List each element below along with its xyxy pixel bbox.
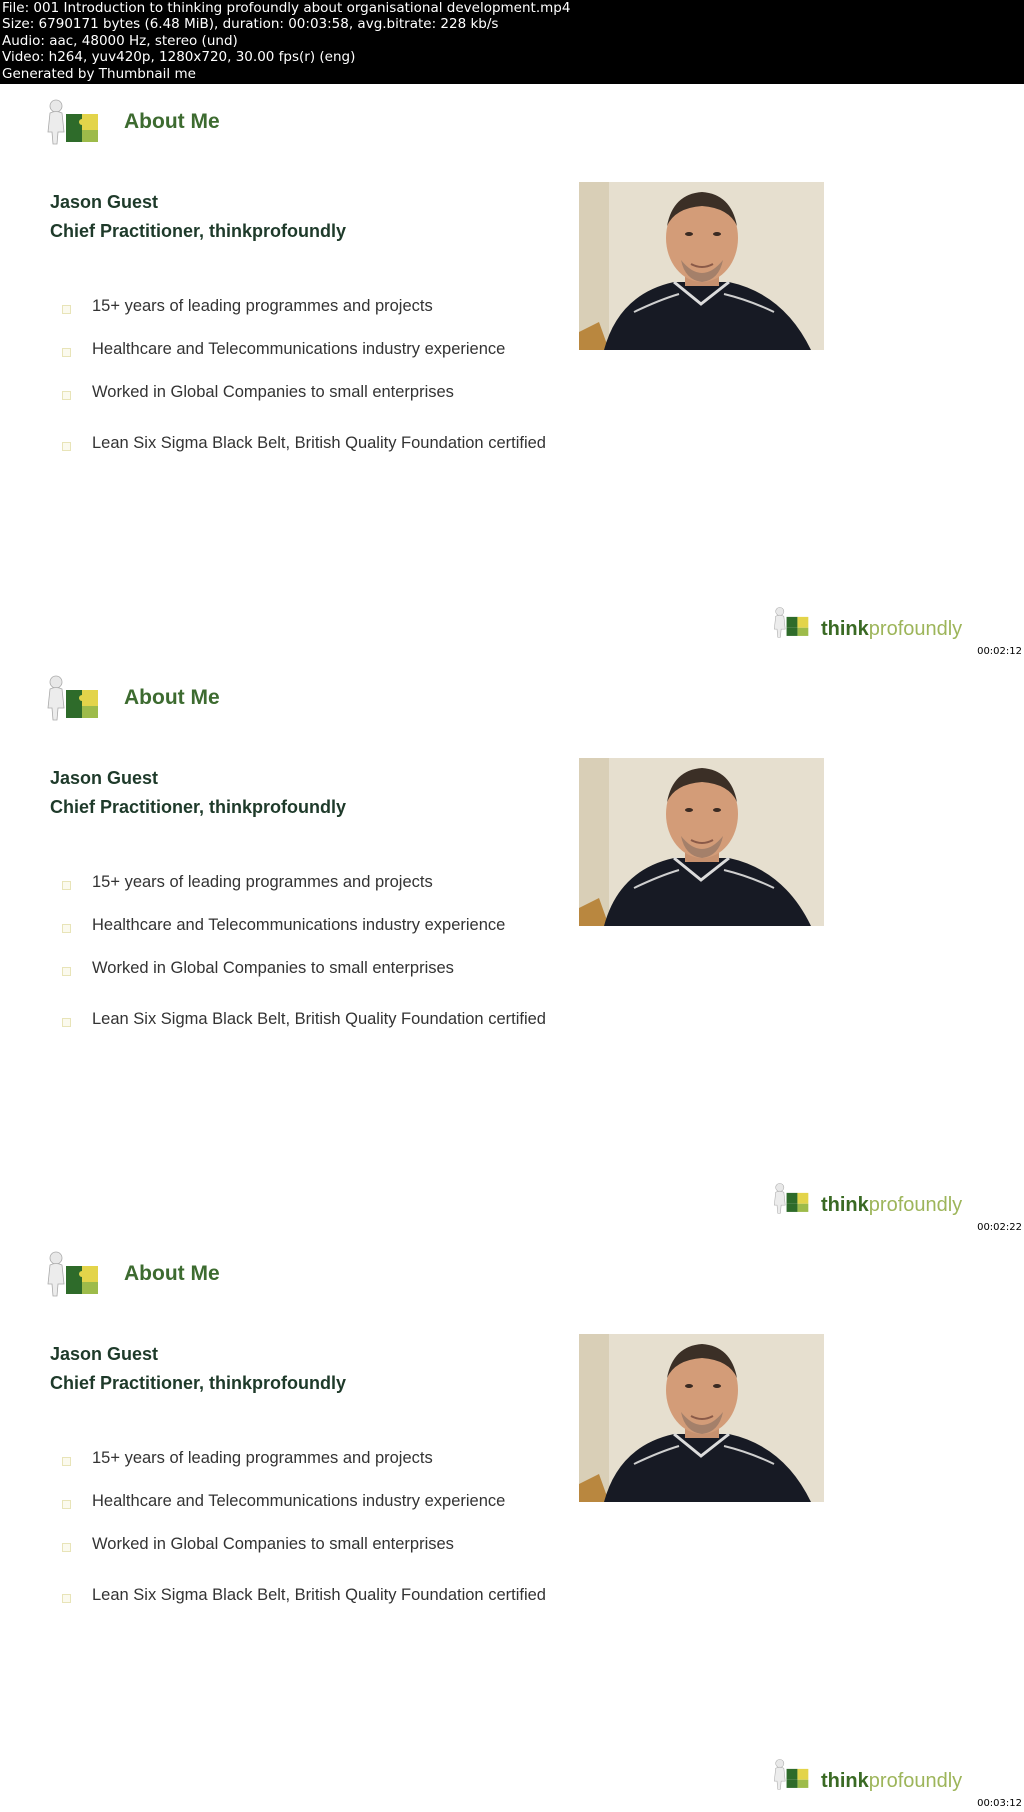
brand-think: think <box>821 1770 869 1792</box>
presenter-photo <box>579 758 824 926</box>
puzzle-figure-icon <box>44 674 104 724</box>
puzzle-figure-logo-icon <box>770 1182 814 1216</box>
file-size-line: Size: 6790171 bytes (6.48 MiB), duration: 00:03:58, avg.bitrate: 228 kb/s <box>2 16 499 33</box>
bullet-marker <box>62 1457 71 1466</box>
video-frame <box>0 84 1024 660</box>
bullet-text: Lean Six Sigma Black Belt, British Quality Foundation certified <box>92 1586 546 1604</box>
presenter-role: Chief Practitioner, thinkprofoundly <box>50 221 347 241</box>
presenter-name: Jason Guest <box>50 768 159 788</box>
brand-profoundly: profoundly <box>868 618 963 640</box>
frame-timestamp: 00:02:12 <box>977 646 1022 657</box>
presenter-role: Chief Practitioner, thinkprofoundly <box>50 797 347 817</box>
bullet-marker <box>62 1543 71 1552</box>
video-frame <box>0 1236 1024 1812</box>
bullet-text: Worked in Global Companies to small enterprises <box>92 383 454 401</box>
bullet-text: Healthcare and Telecommunications industry experience <box>92 916 506 934</box>
bullet-marker <box>62 1594 71 1603</box>
bullet-marker <box>62 348 71 357</box>
puzzle-figure-logo-icon <box>770 1758 814 1792</box>
brand-think: think <box>821 1194 869 1216</box>
presenter-photo <box>579 182 824 350</box>
bullet-text: Healthcare and Telecommunications industry experience <box>92 1492 506 1510</box>
brand-wordmark <box>821 1194 962 1217</box>
presenter-name: Jason Guest <box>50 192 159 212</box>
bullet-marker <box>62 967 71 976</box>
file-name-line: File: 001 Introduction to thinking profoundly about organisational development.mp4 <box>2 0 571 16</box>
video-frame <box>0 660 1024 1236</box>
brand-think: think <box>821 618 869 640</box>
puzzle-figure-icon <box>44 98 104 148</box>
slide-title: About Me <box>124 110 220 133</box>
presenter-role: Chief Practitioner, thinkprofoundly <box>50 1373 347 1393</box>
file-info-header <box>0 0 1024 84</box>
frame-timestamp: 00:03:12 <box>977 1798 1022 1809</box>
brand-profoundly: profoundly <box>868 1194 963 1216</box>
bullet-marker <box>62 391 71 400</box>
puzzle-figure-icon <box>44 1250 104 1300</box>
bullet-marker <box>62 924 71 933</box>
bullet-text: 15+ years of leading programmes and projects <box>92 1449 433 1467</box>
bullet-text: Worked in Global Companies to small enterprises <box>92 959 454 977</box>
brand-profoundly: profoundly <box>868 1770 963 1792</box>
bullet-marker <box>62 881 71 890</box>
generator-line: Generated by Thumbnail me <box>2 65 196 82</box>
audio-info-line: Audio: aac, 48000 Hz, stereo (und) <box>2 32 238 49</box>
bullet-marker <box>62 305 71 314</box>
brand-wordmark <box>821 618 962 641</box>
bullet-text: Lean Six Sigma Black Belt, British Quality Foundation certified <box>92 1010 546 1028</box>
bullet-marker <box>62 1018 71 1027</box>
slide-title: About Me <box>124 686 220 709</box>
brand-wordmark <box>821 1770 962 1793</box>
bullet-marker <box>62 1500 71 1509</box>
bullet-text: 15+ years of leading programmes and projects <box>92 297 433 315</box>
bullet-text: Lean Six Sigma Black Belt, British Quality Foundation certified <box>92 434 546 452</box>
puzzle-figure-logo-icon <box>770 606 814 640</box>
presenter-photo <box>579 1334 824 1502</box>
bullet-marker <box>62 442 71 451</box>
presenter-name: Jason Guest <box>50 1344 159 1364</box>
video-info-line: Video: h264, yuv420p, 1280x720, 30.00 fps(r) (eng) <box>2 49 356 66</box>
bullet-text: Worked in Global Companies to small enterprises <box>92 1535 454 1553</box>
frame-timestamp: 00:02:22 <box>977 1222 1022 1233</box>
slide-title: About Me <box>124 1262 220 1285</box>
bullet-text: 15+ years of leading programmes and projects <box>92 873 433 891</box>
bullet-text: Healthcare and Telecommunications industry experience <box>92 340 506 358</box>
